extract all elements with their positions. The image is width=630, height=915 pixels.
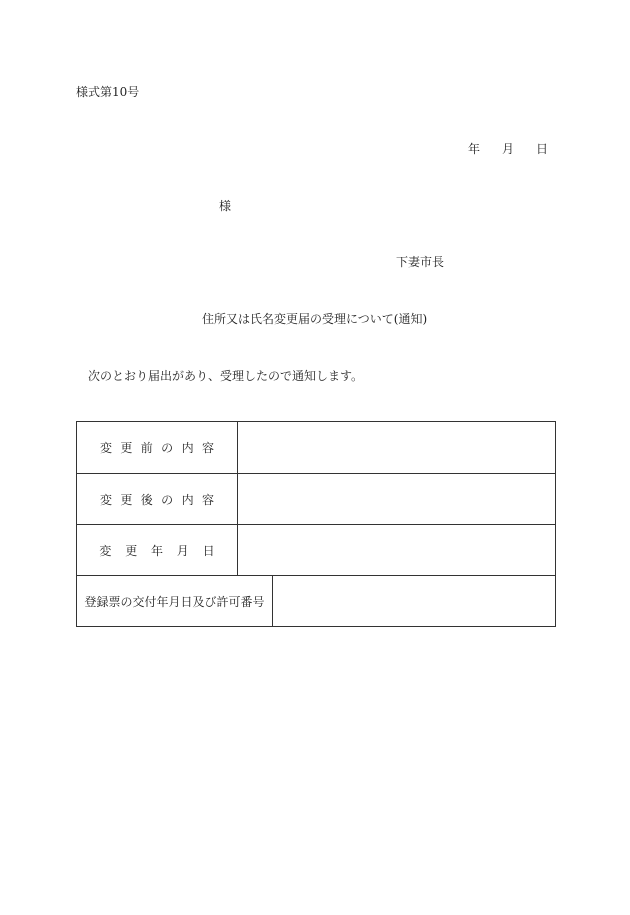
table-value-cell [238, 474, 555, 524]
table-row [77, 576, 555, 626]
form-number: 様式第10号 [76, 85, 140, 99]
issuer-name: 下妻市長 [396, 255, 445, 269]
date-year-label: 年 [468, 142, 481, 156]
addressee-honorific: 様 [219, 199, 232, 213]
document-title: 住所又は氏名変更届の受理について(通知) [202, 312, 428, 326]
table-value-cell [238, 525, 555, 575]
table-row [77, 525, 555, 576]
row-label-change-date: 変更年月日 [99, 543, 229, 558]
table-label-cell [77, 576, 273, 626]
table-label-cell [77, 474, 238, 524]
row-label-registration: 登録票の交付年月日及び許可番号 [84, 594, 265, 609]
date-line [468, 143, 548, 155]
table-label-cell [77, 525, 238, 575]
table-value-cell [238, 422, 555, 473]
row-label-before: 変更前の内容 [99, 441, 223, 455]
date-day-label: 日 [536, 142, 549, 156]
info-table [76, 421, 556, 627]
document-body: 次のとおり届出があり、受理したので通知します。 [88, 369, 364, 383]
row-label-after: 変更後の内容 [99, 492, 223, 507]
table-value-cell [273, 576, 555, 626]
table-row [77, 474, 555, 525]
table-label-cell [77, 422, 238, 473]
table-row [77, 422, 555, 474]
date-month-label: 月 [502, 142, 515, 156]
